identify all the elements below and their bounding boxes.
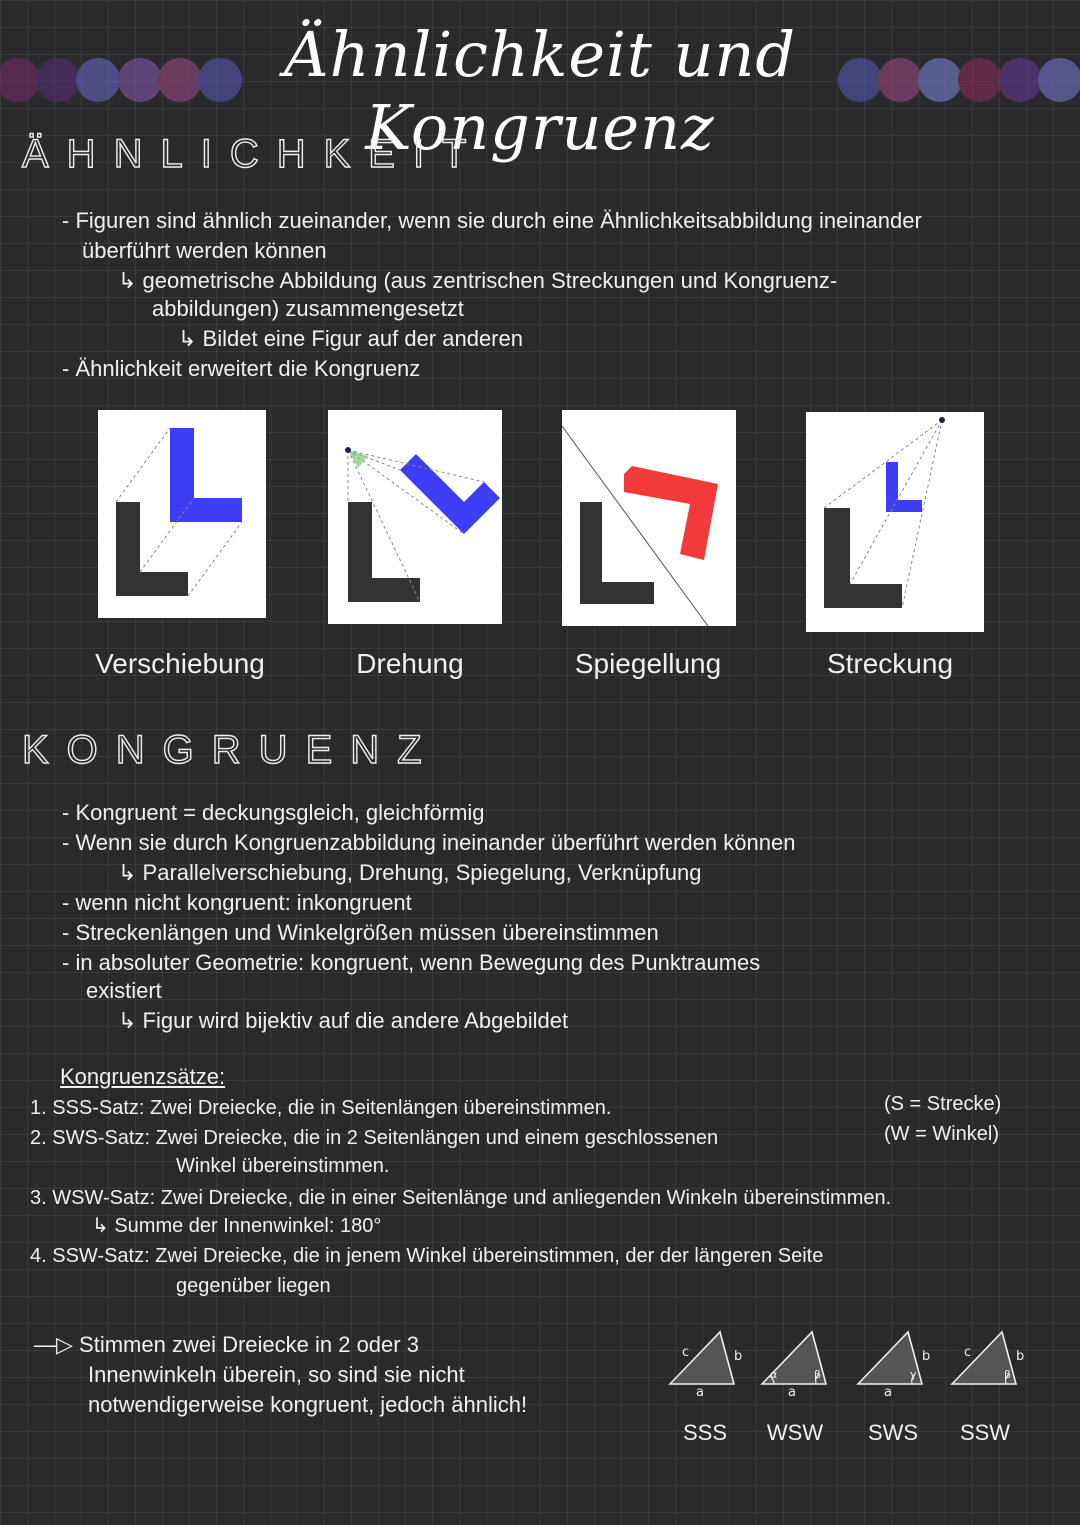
triangle-sss-caption: SSS xyxy=(682,1420,728,1445)
triangle-ssw-caption: SSW xyxy=(959,1420,1011,1445)
aehnlichkeit-line-1: - Figuren sind ähnlich zueinander, wenn sie durch eine Ähnlichkeitsabbildung ineinander xyxy=(62,208,922,233)
figure-verschiebung xyxy=(98,410,266,618)
caption-streckung: Streckung xyxy=(826,648,954,679)
triangle-sws xyxy=(852,1326,942,1398)
triangle-ssw xyxy=(946,1326,1036,1398)
satz-sws: 2. SWS-Satz: Zwei Dreiecke, die in 2 Seitenlängen und einem geschlossenen xyxy=(30,1127,719,1149)
triangle-ssw-label-b: b xyxy=(1016,1349,1025,1364)
aehnlichkeit-line-2: überführt werden können xyxy=(82,238,327,263)
triangle-sws-label-a: a xyxy=(884,1385,892,1398)
triangle-sss-label-b: b xyxy=(734,1349,743,1364)
kongruenz-line-6: - in absoluter Geometrie: kongruent, wenn Bewegung des Punktraumes xyxy=(62,950,761,975)
aehnlichkeit-line-4: abbildungen) zusammengesetzt xyxy=(152,296,464,321)
kongruenz-line-7: existiert xyxy=(86,978,162,1003)
legend-winkel: (W = Winkel) xyxy=(884,1123,999,1145)
figure-spiegelung-shape xyxy=(624,466,718,560)
conclusion-line-3: notwendigerweise kongruent, jedoch ähnlich! xyxy=(88,1392,528,1417)
conclusion-line-1: —▷ Stimmen zwei Dreiecke in 2 oder 3 xyxy=(34,1332,419,1357)
figure-spiegelung xyxy=(562,410,736,626)
triangle-wsw-label-alpha: α xyxy=(770,1368,778,1381)
aehnlichkeit-line-3: ↳ geometrische Abbildung (aus zentrischen Streckungen und Kongruenz- xyxy=(118,268,838,293)
satz-wsw-note: ↳ Summe der Innenwinkel: 180° xyxy=(92,1215,382,1237)
satz-sws-cont: Winkel übereinstimmen. xyxy=(176,1155,390,1177)
kongruenzsaetze-heading: Kongruenzsätze: xyxy=(60,1064,226,1089)
triangle-sss xyxy=(664,1326,754,1398)
section-heading-aehnlichkeit: ÄHNLICHKEIT xyxy=(22,132,485,176)
kongruenz-line-1: - Kongruent = deckungsgleich, gleichförmig xyxy=(62,800,485,825)
caption-drehung: Drehung xyxy=(356,648,464,679)
triangle-wsw-label-a: a xyxy=(788,1385,796,1398)
triangle-ssw-label-c: c xyxy=(964,1345,972,1360)
kongruenz-line-2: - Wenn sie durch Kongruenzabbildung ineinander überführt werden können xyxy=(62,830,796,855)
aehnlichkeit-line-6: - Ähnlichkeit erweitert die Kongruenz xyxy=(62,356,421,381)
figure-drehung xyxy=(328,410,502,624)
legend-strecke: (S = Strecke) xyxy=(884,1093,1002,1115)
satz-ssw-cont: gegenüber liegen xyxy=(176,1275,331,1297)
kongruenz-line-5: - Streckenlängen und Winkelgrößen müssen übereinstimmen xyxy=(62,920,659,945)
section-heading-kongruenz: KONGRUENZ xyxy=(22,728,440,772)
aehnlichkeit-line-5: ↳ Bildet eine Figur auf der anderen xyxy=(178,326,523,351)
triangle-wsw-label-beta: β xyxy=(814,1368,822,1381)
satz-ssw: 4. SSW-Satz: Zwei Dreiecke, die in jenem Winkel übereinstimmen, der der längeren Seite xyxy=(30,1245,824,1267)
triangle-wsw-caption: WSW xyxy=(766,1420,824,1445)
kongruenz-line-3: ↳ Parallelverschiebung, Drehung, Spiegelung, Verknüpfung xyxy=(118,860,702,885)
triangle-wsw xyxy=(756,1326,846,1398)
kongruenz-line-8: ↳ Figur wird bijektiv auf die andere Abgebildet xyxy=(118,1008,569,1033)
triangle-sss-label-c: c xyxy=(682,1345,690,1360)
triangle-sws-caption: SWS xyxy=(867,1420,919,1445)
conclusion-line-2: Innenwinkeln überein, so sind sie nicht xyxy=(88,1362,465,1387)
caption-verschiebung: Verschiebung xyxy=(95,648,265,679)
triangle-sws-label-b: b xyxy=(922,1349,931,1364)
satz-wsw: 3. WSW-Satz: Zwei Dreiecke, die in einer Seitenlänge und anliegenden Winkeln übereinstimmen. xyxy=(30,1187,892,1209)
caption-spiegelung: Spiegellung xyxy=(574,648,722,679)
figure-verschiebung-shape xyxy=(170,428,242,522)
satz-sss: 1. SSS-Satz: Zwei Dreiecke, die in Seitenlängen übereinstimmen. xyxy=(30,1097,612,1119)
triangle-sss-label-a: a xyxy=(696,1385,704,1398)
figure-streckung-shape xyxy=(886,462,922,512)
triangle-ssw-label-beta: β xyxy=(1004,1368,1012,1381)
figure-streckung xyxy=(806,412,984,632)
page-title: Ähnlichkeit und Kongruenz xyxy=(283,18,797,164)
triangle-sws-label-gamma: γ xyxy=(910,1368,917,1381)
kongruenz-line-4: - wenn nicht kongruent: inkongruent xyxy=(62,890,412,915)
